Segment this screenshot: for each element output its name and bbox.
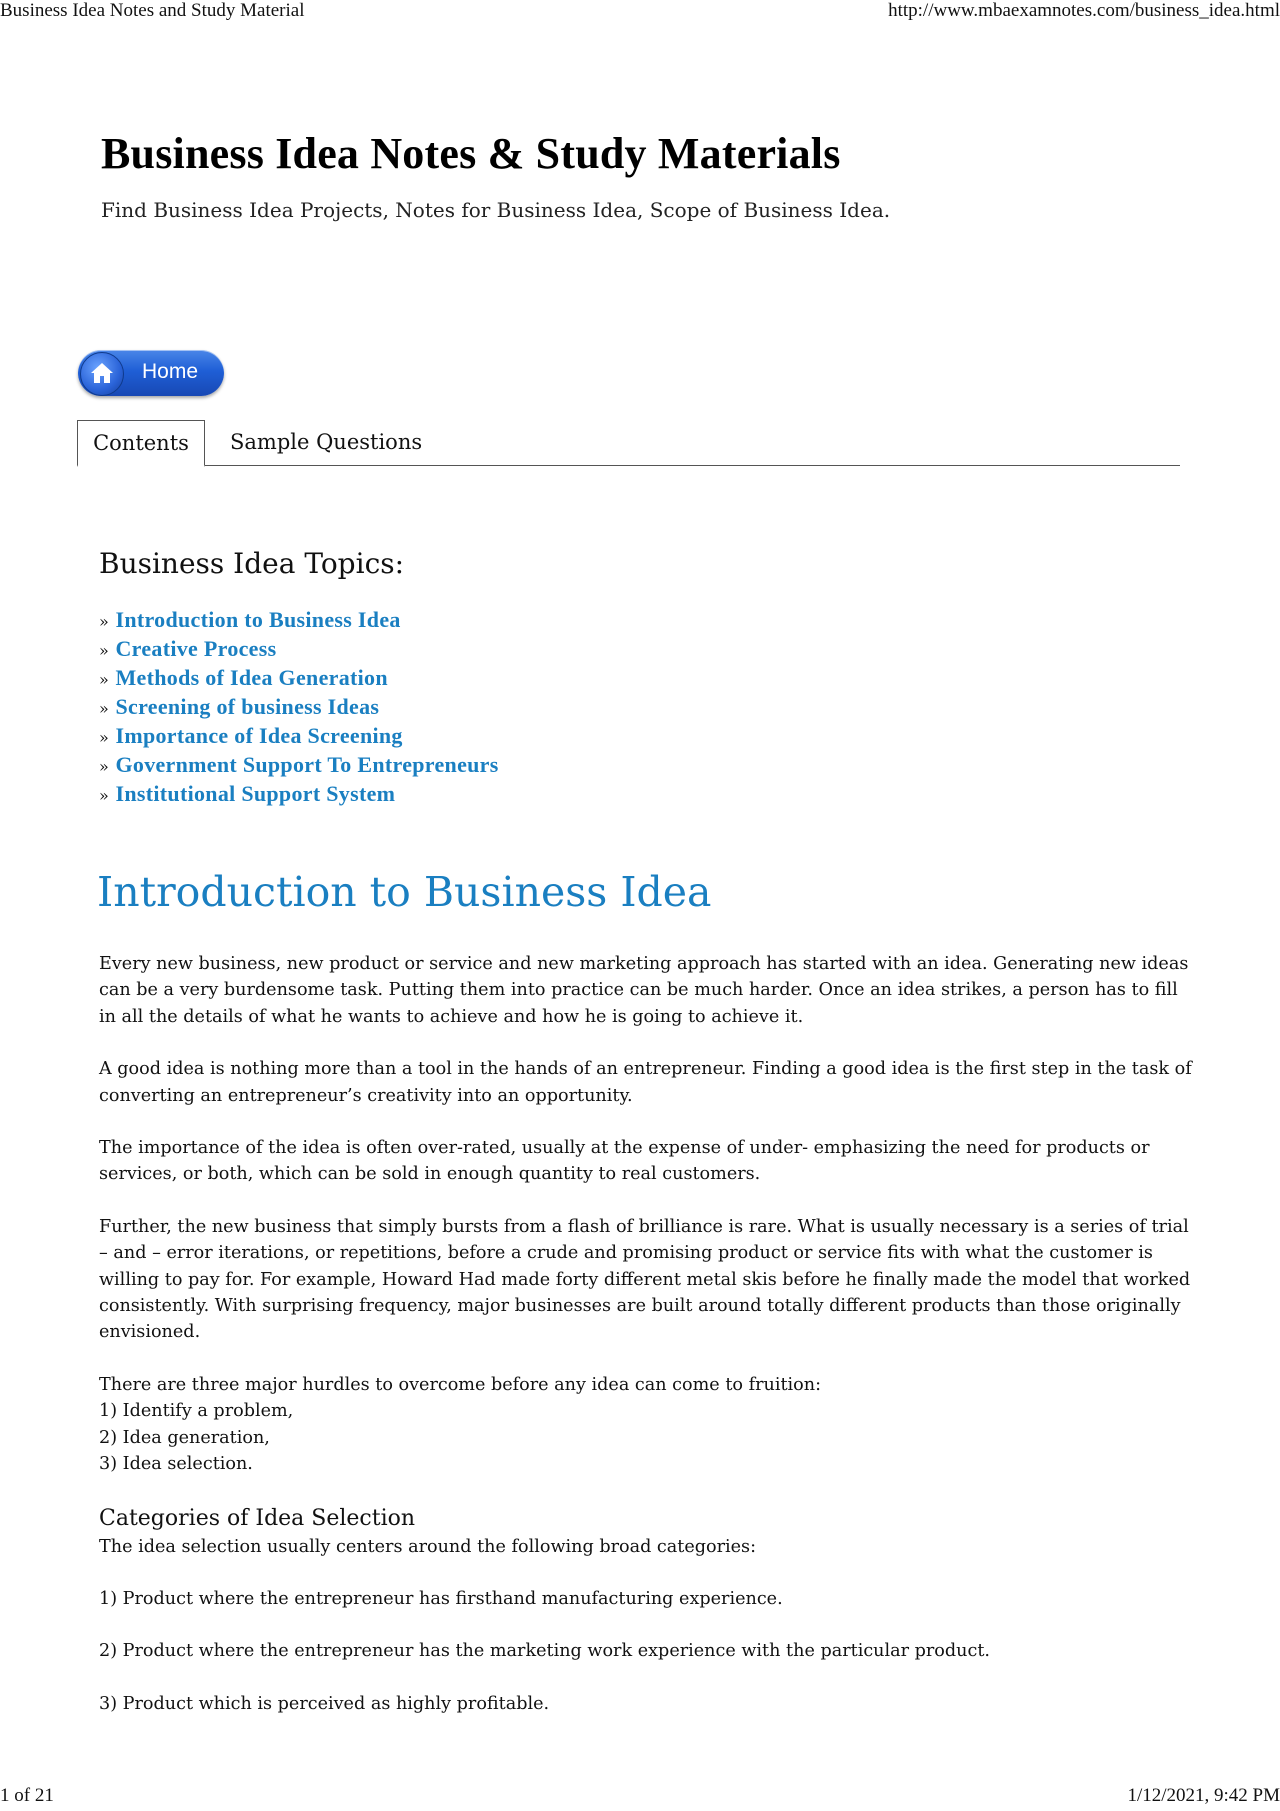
list-item [99, 634, 499, 663]
print-page-title: Business Idea Notes and Study Material [0, 0, 305, 21]
list-item [99, 750, 499, 779]
paragraph: The importance of the idea is often over-rated, usually at the expense of under- emphasizing the need for products or services, or both, which can be sold in enough quantity to real customers. [99, 1138, 1150, 1185]
home-button[interactable] [78, 350, 224, 396]
print-url: http://www.mbaexamnotes.com/business_idea.html [888, 0, 1280, 21]
categories-heading: Categories of Idea Selection [99, 1505, 416, 1531]
bullet: » [99, 786, 109, 805]
list-item [99, 663, 499, 692]
bullet: » [99, 728, 109, 747]
category-item: 3) Product which is perceived as highly profitable. [99, 1693, 550, 1714]
house-icon [80, 352, 124, 396]
print-datetime: 1/12/2021, 9:42 PM [1127, 1785, 1280, 1806]
tab-sample-questions[interactable]: Sample Questions [230, 430, 423, 454]
hurdles-block [99, 1372, 1199, 1478]
categories-intro: The idea selection usually centers around the following broad categories: [99, 1536, 757, 1557]
category-item: 2) Product where the entrepreneur has the marketing work experience with the particular product. [99, 1641, 990, 1662]
category-item: 1) Product where the entrepreneur has firsthand manufacturing experience. [99, 1588, 783, 1609]
article-body [99, 951, 1199, 1743]
paragraph: Every new business, new product or service and new marketing approach has started with an idea. Generating new ideas can be a very burdensome task. Putting them into practice can be much harder. Once an idea strikes, a person has to fill in all the details of what he wants to achieve and how he is going to achieve it. [99, 954, 1189, 1027]
hurdles-intro: There are three major hurdles to overcome before any idea can come to fruition: [99, 1374, 821, 1395]
topic-link[interactable]: Institutional Support System [115, 781, 396, 806]
section-title: Introduction to Business Idea [97, 868, 712, 916]
topic-link[interactable]: Importance of Idea Screening [115, 723, 403, 748]
print-header [0, 0, 1280, 26]
topic-link[interactable]: Introduction to Business Idea [115, 607, 401, 632]
topic-list [99, 605, 499, 808]
paragraph: Further, the new business that simply bursts from a flash of brilliance is rare. What is usually necessary is a series of trial – and – error iterations, or repetitions, before a crude and promising product or service fits with what the customer is willing to pay for. For example, Howard Had made forty different metal skis before he finally made the model that worked consistently. With surprising frequency, major businesses are built around totally different products than those originally envisioned. [99, 1216, 1191, 1343]
bullet: » [99, 670, 109, 689]
topics-heading: Business Idea Topics: [99, 547, 405, 580]
list-item [99, 779, 499, 808]
bullet: » [99, 641, 109, 660]
bullet: » [99, 612, 109, 631]
list-item [99, 721, 499, 750]
site-subtitle: Find Business Idea Projects, Notes for Business Idea, Scope of Business Idea. [101, 198, 891, 222]
bullet: » [99, 757, 109, 776]
hurdle-item: 3) Idea selection. [99, 1454, 253, 1475]
topic-link[interactable]: Methods of Idea Generation [115, 665, 388, 690]
topic-link[interactable]: Screening of business Ideas [115, 694, 380, 719]
list-item [99, 605, 499, 634]
topic-link[interactable]: Government Support To Entrepreneurs [115, 752, 499, 777]
paragraph: A good idea is nothing more than a tool in the hands of an entrepreneur. Finding a good idea is the first step in the task of converting an entrepreneur’s creativity into an opportunity. [99, 1059, 1192, 1106]
home-button-label: Home [142, 360, 199, 383]
hurdle-item: 1) Identify a problem, [99, 1401, 294, 1422]
site-title: Business Idea Notes & Study Materials [101, 129, 841, 178]
list-item [99, 692, 499, 721]
page-count: 1 of 21 [0, 1785, 54, 1806]
hurdle-item: 2) Idea generation, [99, 1427, 270, 1448]
print-footer [0, 1785, 1280, 1811]
tab-bar [77, 420, 1180, 466]
tab-contents[interactable]: Contents [77, 420, 205, 467]
bullet: » [99, 699, 109, 718]
tab-bar-divider [77, 465, 1180, 466]
topic-link[interactable]: Creative Process [115, 636, 277, 661]
